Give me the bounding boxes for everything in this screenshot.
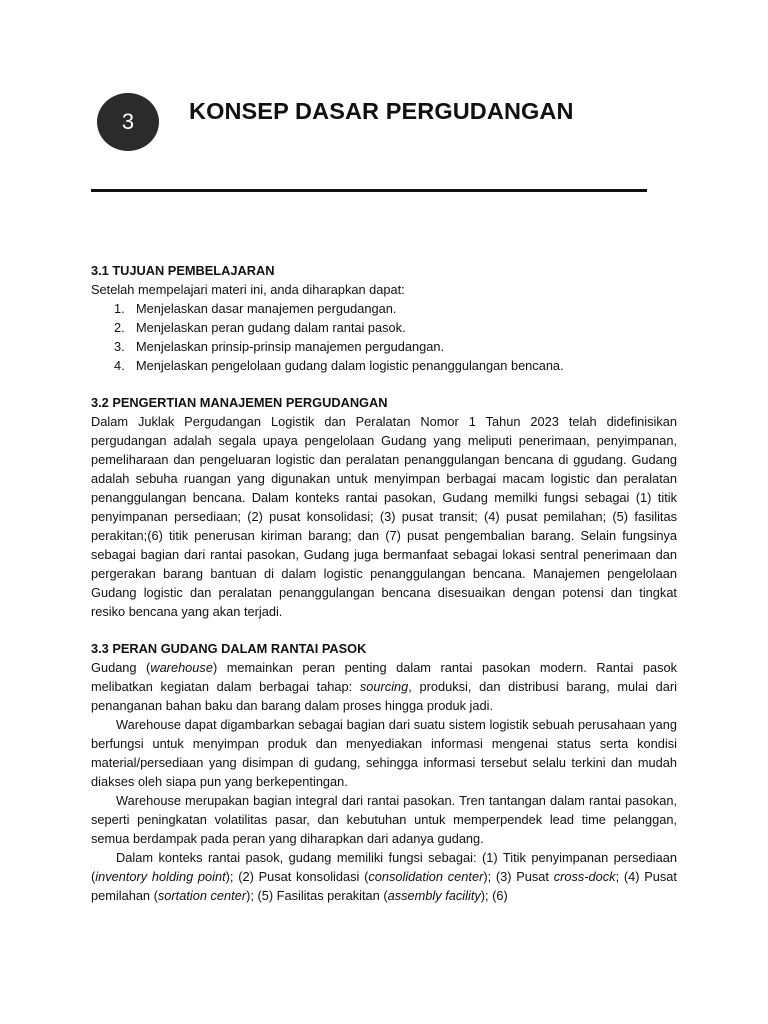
objectives-list [91, 299, 677, 375]
body-paragraph [91, 658, 677, 715]
italic-term: assembly facility [387, 888, 481, 903]
title-divider [91, 189, 647, 192]
body-paragraph: Dalam Juklak Pergudangan Logistik dan Peralatan Nomor 1 Tahun 2023 telah didefinisikan pergudangan adalah segala upaya pengelolaan Gudang yang meliputi penerimaan, penyimpanan, pemeliharaan dan pengeluaran logistic dan peralatan penanggulangan bencana di ggudang. Gudang adalah sebuha ruangan yang digunakan untuk menyimpan berbagai macam logistic dan peralatan penanggulangan bencana. Dalam konteks rantai pasokan, Gudang memilki fungsi sebagai (1) titik penyimpanan persediaan; (2) pusat konsolidasi; (3) pusat transit; (4) pusat pemilahan; (5) fasilitas perakitan;(6) titik penerusan kiriman barang; dan (7) pusat pengembalian barang. Selain fungsinya sebagai bagian dari rantai pasokan, Gudang juga bermanfaat sebagai lokasi sentral penerimaan dan pergerakan barang bantuan di dalam logistic penanggulangan bencana. Manajemen pengelolaan Gudang logistic dan peralatan penanggulangan bencana disesuaikan dengan potensi dan tingkat resiko bencana yang akan terjadi. [91, 414, 677, 619]
section-intro: Setelah mempelajari materi ini, anda diharapkan dapat: [91, 282, 405, 297]
text-run: ; (4) Pusat pemilahan ( [91, 869, 677, 903]
section-learning-objectives [91, 261, 677, 375]
text-run: Gudang ( [91, 660, 151, 675]
italic-term: sourcing [359, 679, 409, 694]
chapter-number: 3 [121, 109, 135, 134]
text-run: , produksi, dan distribusi barang, mulai dari penanganan bahan baku dan barang dalam proses hingga produk jadi. [91, 679, 677, 713]
list-number: 1. [114, 301, 125, 316]
italic-term: warehouse [150, 660, 213, 675]
list-text: Menjelaskan prinsip-prinsip manajemen pergudangan. [136, 339, 445, 354]
list-text: Menjelaskan dasar manajemen pergudangan. [136, 301, 397, 316]
section-heading: 3.2 PENGERTIAN MANAJEMEN PERGUDANGAN [91, 395, 388, 410]
text-run: ) memainkan peran penting dalam rantai pasokan modern. Rantai pasok melibatkan kegiatan dalam berbagai tahap: [91, 660, 678, 694]
list-item [114, 337, 677, 356]
text-run: ); (3) Pusat [483, 869, 554, 884]
list-text: Menjelaskan peran gudang dalam rantai pasok. [136, 320, 406, 335]
italic-term: sortation center [157, 888, 247, 903]
section-definition [91, 393, 677, 621]
list-number: 3. [114, 339, 125, 354]
list-number: 4. [114, 358, 125, 373]
section-spacer [91, 621, 677, 639]
italic-term: consolidation center [368, 869, 484, 884]
text-run: ); (6) [480, 888, 508, 903]
text-run: ); (2) Pusat konsolidasi ( [225, 869, 369, 884]
chapter-title: KONSEP DASAR PERGUDANGAN [189, 98, 574, 124]
section-heading: 3.1 TUJUAN PEMBELAJARAN [91, 263, 275, 278]
list-number: 2. [114, 320, 125, 335]
italic-term: inventory holding point [95, 869, 226, 884]
section-supply-chain-role [91, 639, 677, 905]
italic-term: cross-dock [553, 869, 616, 884]
document-body [91, 261, 677, 905]
list-text: Menjelaskan pengelolaan gudang dalam logistic penanggulangan bencana. [136, 358, 564, 373]
body-paragraph: Warehouse merupakan bagian integral dari rantai pasokan. Tren tantangan dalam rantai pasokan, seperti peningkatan volatilitas pasar, dan kebutuhan untuk memperpendek lead time pelanggan, semua berdampak pada peran yang diharapkan dari adanya gudang. [91, 793, 677, 846]
list-item [114, 356, 677, 375]
text-run: Dalam konteks rantai pasok, gudang memiliki fungsi sebagai: (1) Titik penyimpanan persediaan ( [91, 850, 677, 884]
section-spacer [91, 375, 677, 393]
section-heading: 3.3 PERAN GUDANG DALAM RANTAI PASOK [91, 641, 367, 656]
text-run: ); (5) Fasilitas perakitan ( [246, 888, 388, 903]
body-paragraph: Warehouse dapat digambarkan sebagai bagian dari suatu sistem logistik sebuah perusahaan yang berfungsi untuk menyimpan produk dan menyediakan informasi mengenai status serta kondisi material/persediaan yang disimpan di gudang, sehingga informasi tersebut selalu terkini dan mudah diakses oleh siapa pun yang berkepentingan. [91, 717, 677, 789]
body-paragraph [91, 848, 677, 905]
list-item [114, 299, 677, 318]
chapter-number-badge [97, 93, 159, 151]
list-item [114, 318, 677, 337]
